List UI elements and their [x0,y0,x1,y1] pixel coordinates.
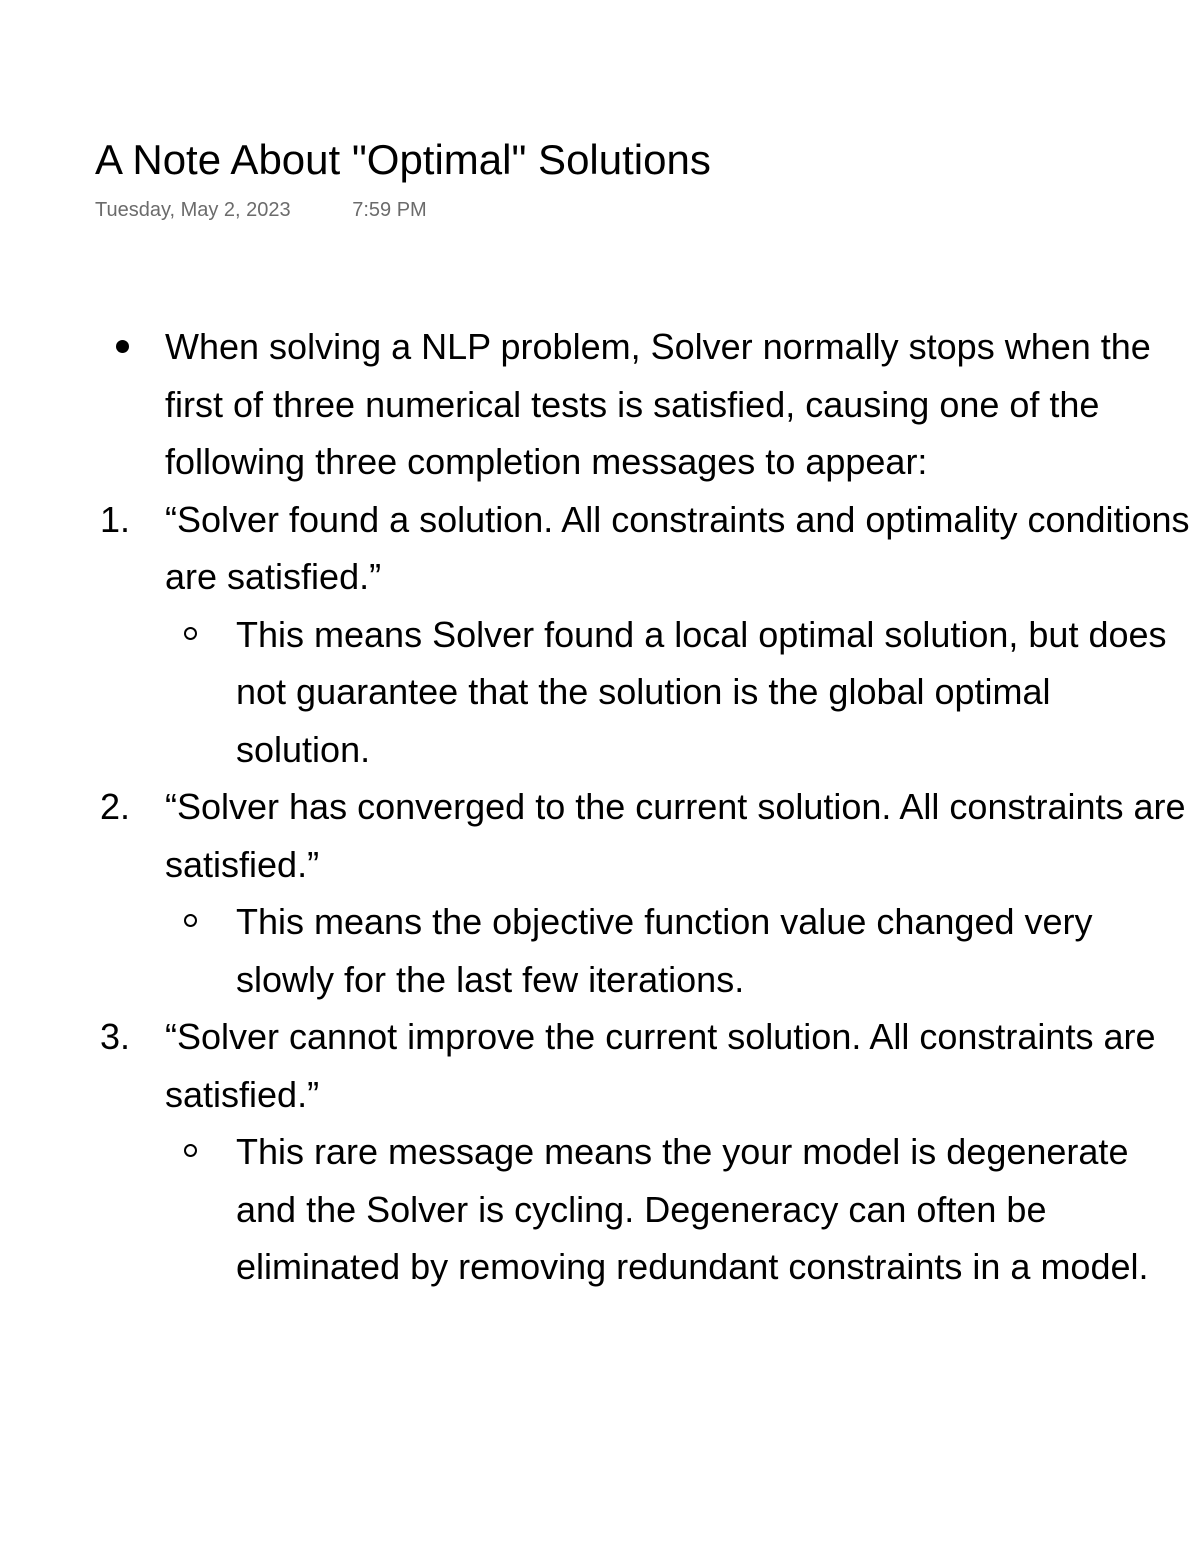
page-title: A Note About "Optimal" Solutions [95,136,711,183]
list-item-1 [0,491,1195,606]
sub-item-1 [0,606,1186,779]
page-date: Tuesday, May 2, 2023 [95,199,291,221]
sub-item-2 [0,893,1186,1008]
circle-bullet-icon [184,627,197,640]
circle-bullet-icon [184,914,197,927]
list-number: 2. [100,786,131,827]
message-text: “Solver cannot improve the current solution. All constraints are satisfied.” [165,1016,1156,1115]
list-item-3 [0,1008,1195,1123]
explanation-text: This means Solver found a local optimal solution, but does not guarantee that the solution is the global optimal solution. [236,613,1167,770]
sub-item-3 [0,1123,1186,1296]
list-number: 3. [100,1016,131,1057]
message-text: “Solver has converged to the current solution. All constraints are satisfied.” [165,786,1186,885]
explanation-text: This rare message means the your model is degenerate and the Solver is cycling. Degeneracy can often be eliminated by removing redundant constraints in a model. [236,1131,1149,1287]
message-text: “Solver found a solution. All constraints and optimality conditions are satisfied.” [165,498,1190,597]
list-item-2 [0,778,1195,893]
page-meta [95,199,427,222]
list-number: 1. [100,498,131,540]
bullet-icon [116,340,129,353]
circle-bullet-icon [184,1144,197,1157]
intro-paragraph [0,318,1195,491]
intro-text: When solving a NLP problem, Solver normally stops when the first of three numerical tests is satisfied, causing one of the following three completion messages to appear: [165,326,1151,482]
page-time: 7:59 PM [352,199,427,221]
note-body [0,318,1200,1296]
explanation-text: This means the objective function value changed very slowly for the last few iterations. [236,901,1093,1000]
